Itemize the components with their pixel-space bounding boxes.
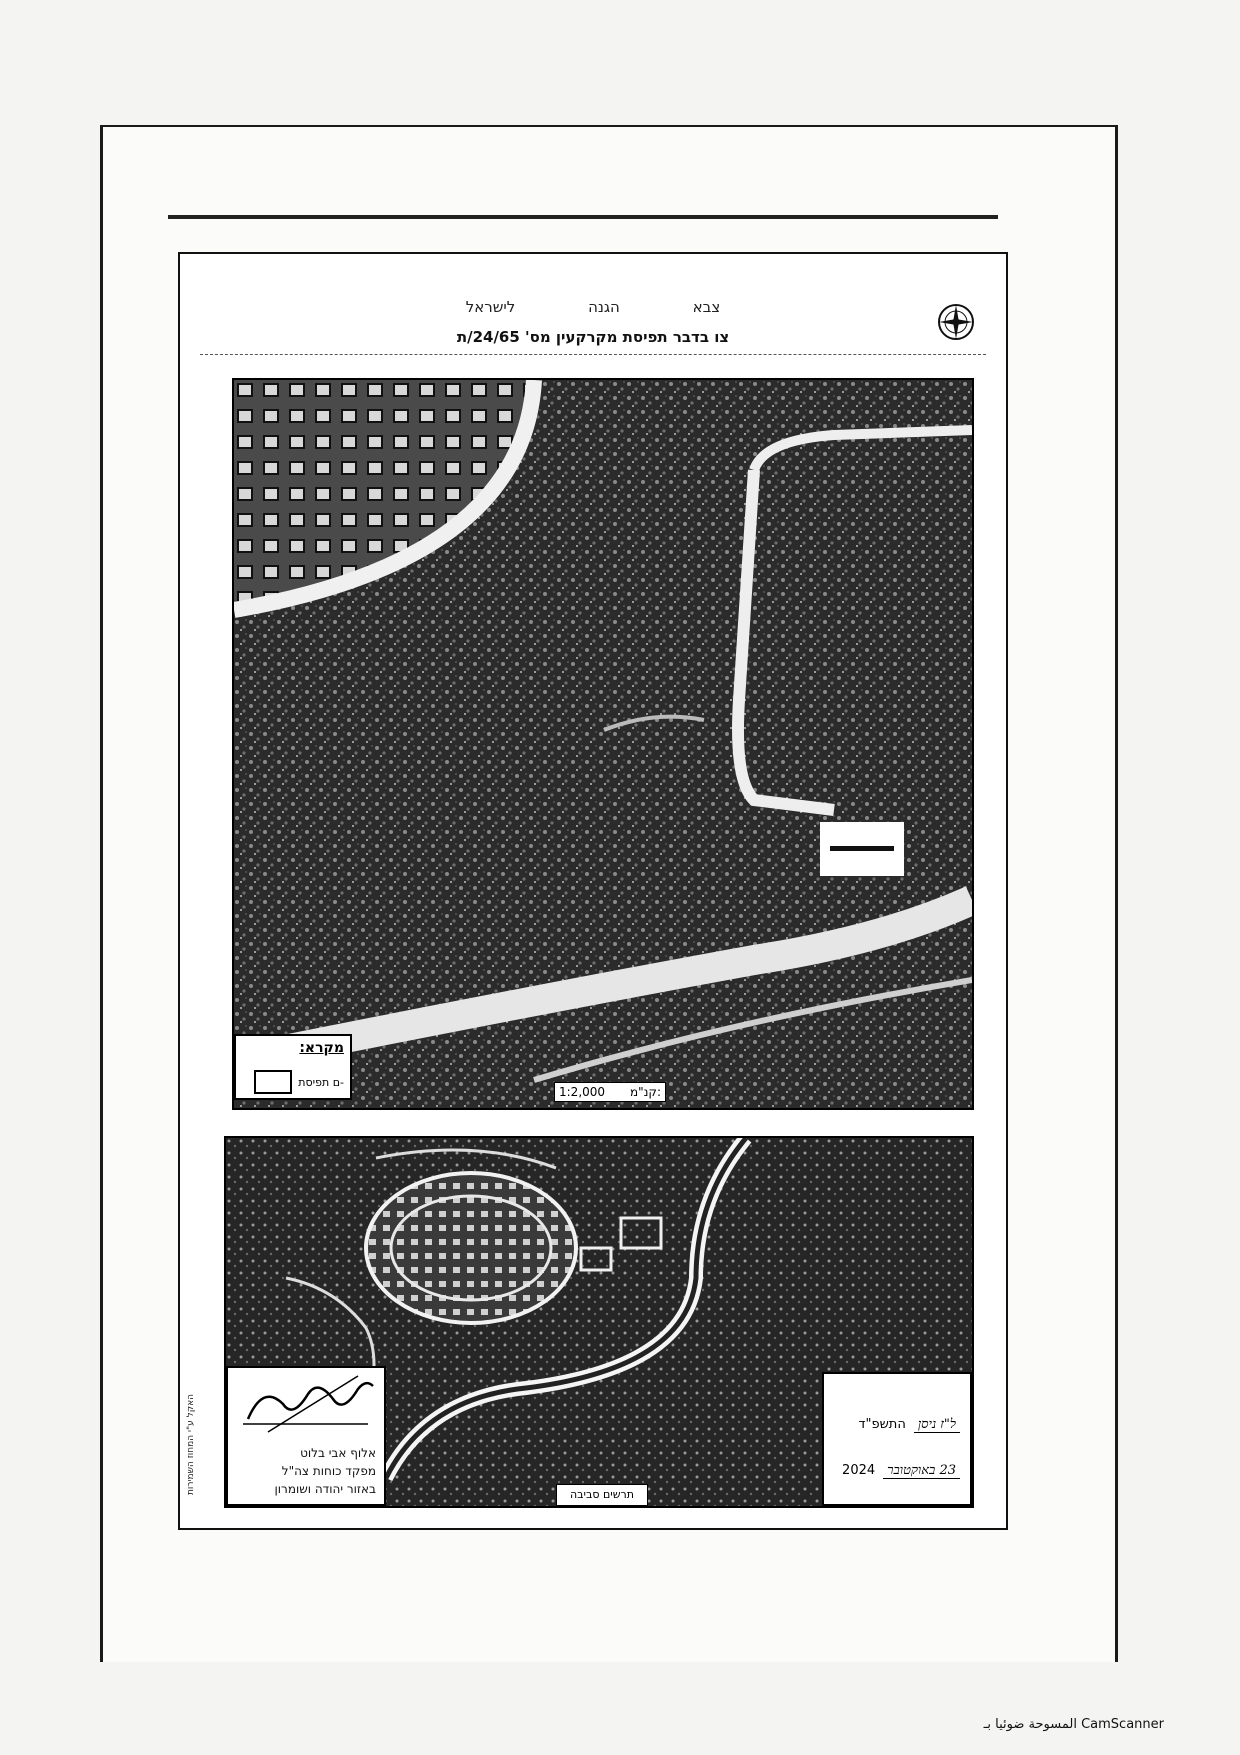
scanner-watermark: CamScanner المسوحة ضوئيا بـ <box>983 1717 1164 1732</box>
side-note: האקל ע"י המחוז השמירות <box>186 1394 196 1496</box>
seizure-order-document <box>178 252 1008 1530</box>
hebrew-year: התשפ"ד <box>858 1417 906 1432</box>
signatory-name: אלוף אבי בלוט <box>300 1446 376 1460</box>
compass-icon <box>936 302 976 342</box>
handwritten-signature <box>238 1374 378 1434</box>
hebrew-date-handwritten: ל"ז ניסן <box>914 1416 960 1433</box>
header-divider <box>200 354 986 356</box>
legend-label: -ם תפיסת <box>298 1075 344 1089</box>
signatory-text <box>275 1444 376 1498</box>
scale-value: 1:2,000 <box>559 1085 606 1099</box>
org-header <box>180 298 1006 320</box>
aerial-map-overview <box>224 1136 974 1508</box>
map-legend <box>234 1034 352 1100</box>
aerial-map-main <box>232 378 974 1110</box>
hebrew-date <box>858 1416 960 1433</box>
gregorian-date-handwritten: 23 באוקטובר <box>883 1462 960 1479</box>
org-word-army: צבא <box>692 298 721 316</box>
gregorian-date <box>842 1462 960 1479</box>
date-block <box>822 1372 972 1506</box>
signature-block <box>226 1366 386 1506</box>
aerial-photo <box>234 380 972 1108</box>
gregorian-year: 2024 <box>842 1463 876 1478</box>
overview-label: תרשים סביבה <box>556 1484 648 1506</box>
legend-row <box>254 1070 344 1094</box>
signatory-role: מפקד כוחות צה"ל <box>281 1464 376 1478</box>
legend-title: מקרא: <box>299 1040 344 1056</box>
scale-label: קנ"מ: <box>629 1085 661 1099</box>
scale-box <box>554 1082 666 1102</box>
order-title: צו בדבר תפיסת מקרקעין מס' 24/65/ת <box>456 328 730 346</box>
signatory-region: באזור יהודה ושומרון <box>274 1482 376 1496</box>
top-rule <box>168 215 998 219</box>
org-word-defense: הגנה <box>588 298 620 316</box>
org-word-israel: לישראל <box>465 298 516 316</box>
seized-plot-marker <box>820 822 904 876</box>
legend-swatch <box>254 1070 292 1094</box>
